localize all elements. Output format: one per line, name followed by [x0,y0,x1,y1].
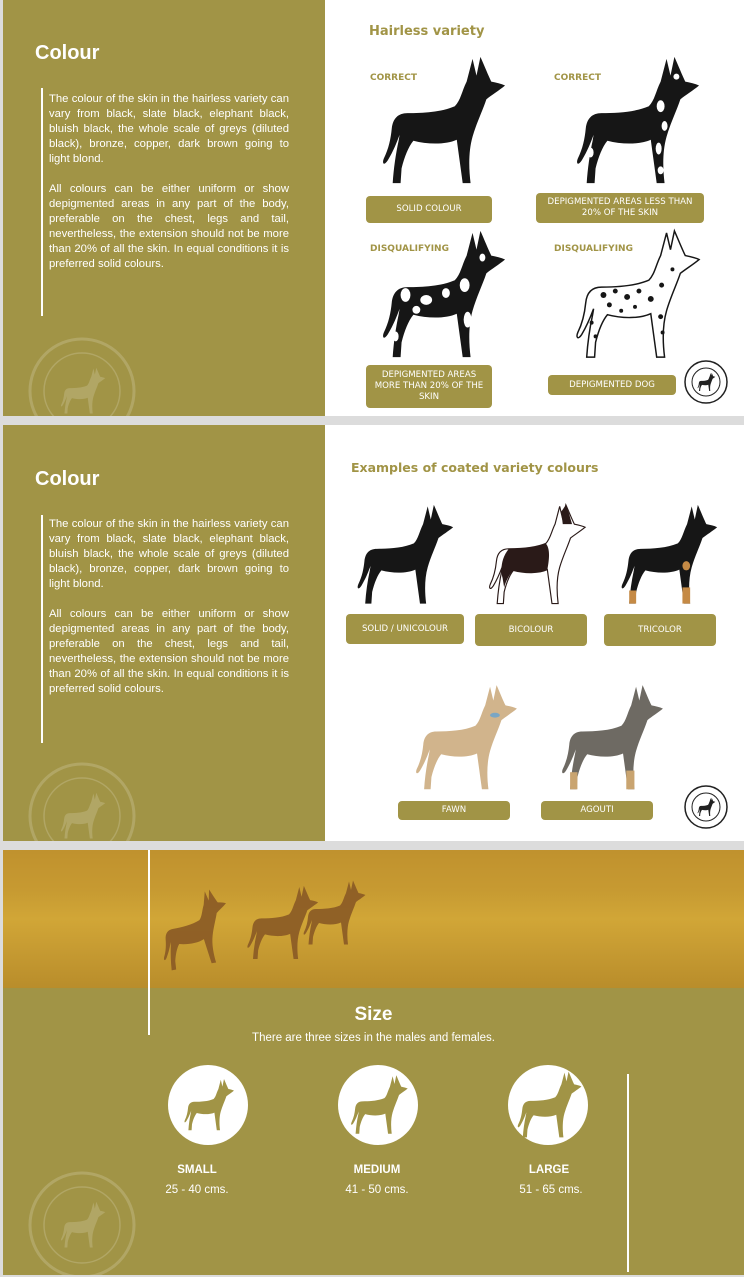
size-range: 25 - 40 cms. [165,1184,229,1196]
size-subtitle: There are three sizes in the males and females. [252,1032,495,1044]
size-title: Size [354,1004,393,1025]
colour-label: DEPIGMENTED AREAS MORE THAN 20% OF THE SKIN [366,365,492,408]
depigmented-dog-image [563,226,707,364]
left-panel [3,0,325,416]
colour-label: TRICOLOR [604,614,716,646]
kennel-club-logo [684,360,728,404]
kennel-club-logo [684,785,728,829]
paragraph: The colour of the skin in the hairless variety can vary from black, slate black, elephant black, bluish black, the whole scale of greys (diluted black), bronze, copper, dark brown going to light blond. [49,518,289,590]
paragraph: All colours can be either uniform or show depigmented areas in any part of the body, preferable on the chest, legs and tail, nevertheless, the extension should not be more than 20% of all the skin. In equal conditions it is preferred solid colours. [49,608,289,695]
size-name: SMALL [177,1164,217,1176]
colour-label: SOLID COLOUR [366,196,492,223]
tricolor-coated-dog-image [611,501,723,609]
small-size-icon [168,1065,248,1145]
large-size-icon [508,1065,588,1145]
paragraph: All colours can be either uniform or show depigmented areas in any part of the body, preferable on the chest, legs and tail, nevertheless, the extension should not be more than 20% of all the skin. In equal conditions it is preferred solid colours. [49,183,289,270]
slide-coated-colour [3,425,744,841]
section-title: Hairless variety [369,24,485,39]
size-range: 51 - 65 cms. [519,1184,583,1196]
colour-description [49,517,289,712]
slide-hairless-colour [3,0,744,416]
colour-label: AGOUTI [541,801,653,820]
paragraph: The colour of the skin in the hairless variety can vary from black, slate black, elephant black, bluish black, the whole scale of greys (diluted black), bronze, copper, dark brown going to light blond. [49,93,289,165]
status-tag: CORRECT [554,73,602,83]
colour-description [49,92,289,287]
depigmented-more-dog-image [369,226,513,364]
slide-size [3,850,744,1275]
page-title: Colour [35,468,100,490]
vertical-rule [41,515,43,743]
colour-label: FAWN [398,801,510,820]
size-range: 41 - 50 cms. [345,1184,409,1196]
colour-label: DEPIGMENTED AREAS LESS THAN 20% OF THE SKIN [536,193,704,223]
bicolour-coated-dog-image [479,501,591,609]
status-tag: DISQUALIFYING [370,244,449,254]
size-name: MEDIUM [353,1164,401,1176]
size-name: LARGE [528,1164,570,1176]
vertical-rule [627,1074,629,1272]
colour-label: DEPIGMENTED DOG [548,375,676,395]
depigmented-less-dog-image [563,52,707,190]
medium-size-icon [338,1065,418,1145]
agouti-coated-dog-image [551,681,669,795]
solid-colour-dog-image [369,52,513,190]
fawn-coated-dog-image [405,681,523,795]
colour-label: BICOLOUR [475,614,587,646]
kennel-club-watermark [27,761,137,841]
kennel-club-watermark [27,1170,137,1275]
left-panel [3,425,325,841]
status-tag: DISQUALIFYING [554,244,633,254]
vertical-rule [41,88,43,316]
section-title: Examples of coated variety colours [351,460,599,475]
page-title: Colour [35,42,100,64]
kennel-club-watermark [27,336,137,416]
status-tag: CORRECT [370,73,418,83]
colour-label: SOLID / UNICOLOUR [346,614,464,644]
running-dogs-photo [3,850,744,988]
solid-coated-dog-image [347,501,459,609]
